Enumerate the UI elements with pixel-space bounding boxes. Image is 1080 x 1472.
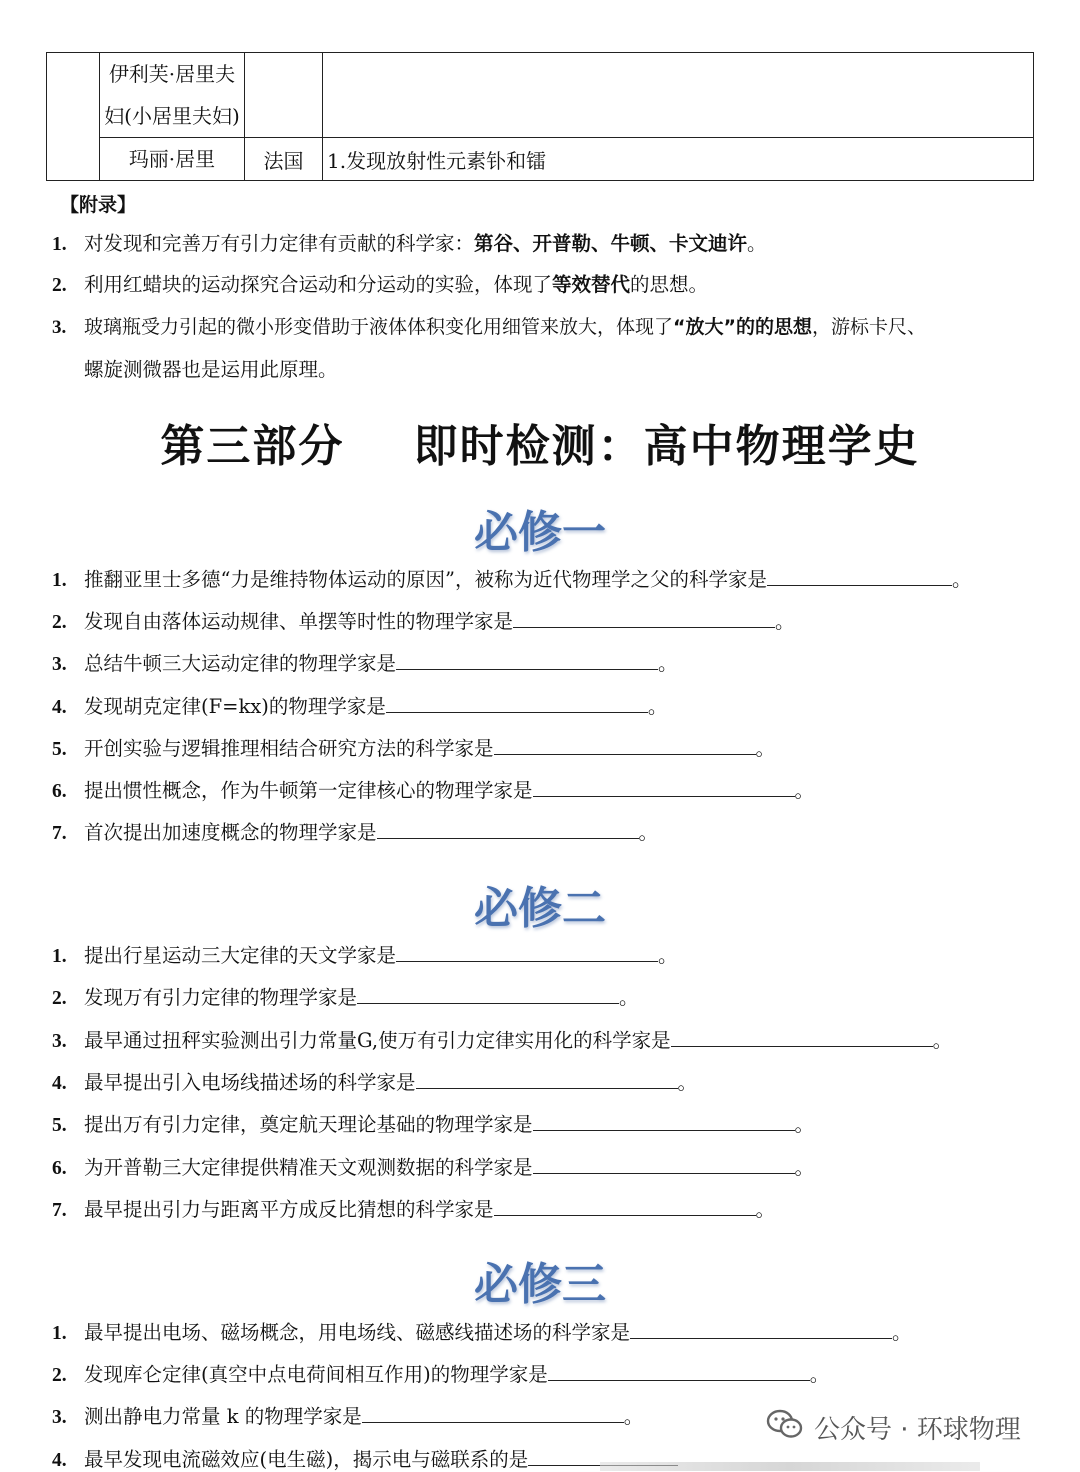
question-number: 4. — [52, 1449, 67, 1471]
table-cell-name: 玛丽·居里 — [100, 138, 245, 181]
table-cell-name: 伊利芙·居里夫 妇(小居里夫妇) — [100, 53, 245, 138]
answer-blank[interactable] — [396, 651, 658, 670]
question-item — [52, 1194, 775, 1222]
question-end: 。 — [892, 1321, 912, 1344]
question-end: 。 — [794, 1113, 815, 1137]
answer-blank[interactable] — [533, 1112, 795, 1131]
table-cell-contribution — [323, 53, 1034, 138]
answer-blank[interactable] — [362, 1404, 624, 1423]
question-end: 。 — [775, 610, 795, 634]
question-item — [52, 648, 678, 676]
answer-blank[interactable] — [671, 1028, 933, 1047]
module-title: 必修三 — [474, 1259, 606, 1310]
answer-blank[interactable] — [533, 778, 795, 797]
table-row — [47, 53, 1034, 138]
answer-blank[interactable] — [416, 1070, 678, 1089]
question-end: 。 — [932, 1028, 953, 1052]
question-text: 发现万有引力定律的物理学家是 — [84, 986, 358, 1010]
answer-blank[interactable] — [630, 1320, 892, 1339]
question-end: 。 — [647, 694, 668, 718]
question-text: 测出静电力常量 k 的物理学家是 — [84, 1405, 362, 1429]
appendix-item: 1. 对发现和完善万有引力定律有贡献的科学家：第谷、开普勒、牛顿、卡文迪许。 — [52, 232, 767, 255]
question-item — [52, 940, 678, 968]
answer-blank[interactable] — [377, 820, 639, 839]
watermark — [760, 1406, 1027, 1449]
question-item — [52, 691, 667, 719]
question-item — [52, 564, 971, 592]
question-item — [52, 1359, 829, 1387]
table-cell-contribution: 1.发现放射性元素钋和镭 — [323, 138, 1034, 181]
question-number: 3. — [52, 1030, 67, 1052]
answer-blank[interactable] — [357, 985, 619, 1004]
question-end: 。 — [658, 944, 678, 967]
module-title: 必修一 — [474, 507, 606, 558]
question-item — [52, 1067, 697, 1095]
answer-blank[interactable] — [548, 1362, 810, 1381]
question-number: 1. — [52, 570, 67, 591]
question-text: 最早提出引入电场线描述场的科学家是 — [84, 1070, 416, 1094]
question-item — [52, 606, 795, 634]
question-end: 。 — [658, 652, 678, 676]
question-end: 。 — [638, 821, 659, 845]
question-number: 5. — [52, 1115, 67, 1137]
question-end: 。 — [755, 736, 776, 760]
question-item — [52, 1152, 814, 1180]
appendix-item: 3. 玻璃瓶受力引起的微小形变借助于液体体积变化用细管来放大，体现了“放大”的的思想，游标卡尺、 — [52, 316, 927, 338]
appendix-title: 【附录】 — [60, 194, 137, 216]
question-item — [52, 733, 775, 761]
question-number: 7. — [52, 823, 67, 845]
question-text: 推翻亚里士多德“力是维持物体运动的原因”，被称为近代物理学之父的科学家是 — [84, 568, 767, 591]
bottom-fade-bar — [600, 1462, 980, 1471]
question-item — [52, 1401, 643, 1429]
question-text: 发现胡克定律(F=kx)的物理学家是 — [84, 694, 386, 718]
appendix-item-continuation: 螺旋测微器也是运用此原理。 — [84, 358, 338, 381]
table-cell-country — [245, 53, 323, 138]
question-end: 。 — [794, 1155, 815, 1179]
question-end: 。 — [623, 1405, 644, 1429]
question-item — [52, 1109, 814, 1137]
question-text: 最早发现电流磁效应(电生磁)，揭示电与磁联系的是 — [84, 1447, 529, 1471]
question-text: 总结牛顿三大运动定律的物理学家是 — [84, 652, 397, 676]
question-end: 。 — [951, 568, 972, 591]
question-end: 。 — [794, 779, 815, 802]
answer-blank[interactable] — [396, 943, 658, 962]
table-cell — [47, 53, 100, 181]
wechat-icon — [766, 1408, 804, 1447]
answer-blank[interactable] — [513, 609, 775, 628]
question-text: 最早提出电场、磁场概念，用电场线、磁感线描述场的科学家是 — [84, 1321, 631, 1344]
watermark-text: 公众号 · 环球物理 — [814, 1415, 1021, 1445]
question-end: 。 — [809, 1363, 830, 1387]
table-cell-country: 法国 — [245, 138, 323, 181]
module-title: 必修二 — [474, 883, 606, 934]
question-item — [52, 817, 658, 845]
question-number: 6. — [52, 1157, 67, 1179]
question-number: 3. — [52, 654, 67, 676]
part-title: 第三部分 即时检测：高中物理学史 — [160, 421, 920, 472]
question-item — [52, 775, 814, 803]
question-end: 。 — [677, 1070, 698, 1094]
question-item — [52, 1025, 952, 1053]
question-number: 6. — [52, 781, 67, 802]
question-text: 最早提出引力与距离平方成反比猜想的科学家是 — [84, 1197, 494, 1221]
answer-blank[interactable] — [767, 567, 952, 586]
question-number: 4. — [52, 1072, 67, 1094]
question-item — [52, 1444, 678, 1472]
answer-blank[interactable] — [533, 1155, 795, 1174]
question-number: 1. — [52, 1323, 67, 1344]
question-item — [52, 982, 639, 1010]
question-number: 2. — [52, 1365, 67, 1387]
question-number: 2. — [52, 988, 67, 1010]
question-end: 。 — [619, 986, 639, 1010]
question-text: 开创实验与逻辑推理相结合研究方法的科学家是 — [84, 736, 494, 760]
question-text: 提出万有引力定律，奠定航天理论基础的物理学家是 — [84, 1113, 533, 1137]
question-number: 1. — [52, 946, 67, 967]
question-number: 4. — [52, 696, 67, 718]
question-text: 为开普勒三大定律提供精准天文观测数据的科学家是 — [84, 1155, 533, 1179]
scientist-table — [46, 52, 1034, 181]
answer-blank[interactable] — [494, 1197, 756, 1216]
answer-blank[interactable] — [386, 694, 648, 713]
question-number: 2. — [52, 612, 67, 634]
question-number: 5. — [52, 738, 67, 760]
question-number: 7. — [52, 1199, 67, 1221]
question-number: 3. — [52, 1407, 67, 1429]
question-text: 发现库仑定律(真空中点电荷间相互作用)的物理学家是 — [84, 1363, 548, 1387]
question-text: 发现自由落体运动规律、单摆等时性的物理学家是 — [84, 610, 514, 634]
answer-blank[interactable] — [494, 736, 756, 755]
question-item — [52, 1317, 912, 1345]
question-text: 提出惯性概念，作为牛顿第一定律核心的物理学家是 — [84, 779, 533, 802]
question-text: 提出行星运动三大定律的天文学家是 — [84, 944, 397, 967]
question-text: 最早通过扭秤实验测出引力常量G,使万有引力定律实用化的科学家是 — [84, 1028, 671, 1052]
table-row — [47, 138, 1034, 181]
question-end: 。 — [755, 1197, 776, 1221]
question-text: 首次提出加速度概念的物理学家是 — [84, 821, 377, 845]
appendix-item: 2. 利用红蜡块的运动探究合运动和分运动的实验，体现了等效替代的思想。 — [52, 273, 709, 296]
